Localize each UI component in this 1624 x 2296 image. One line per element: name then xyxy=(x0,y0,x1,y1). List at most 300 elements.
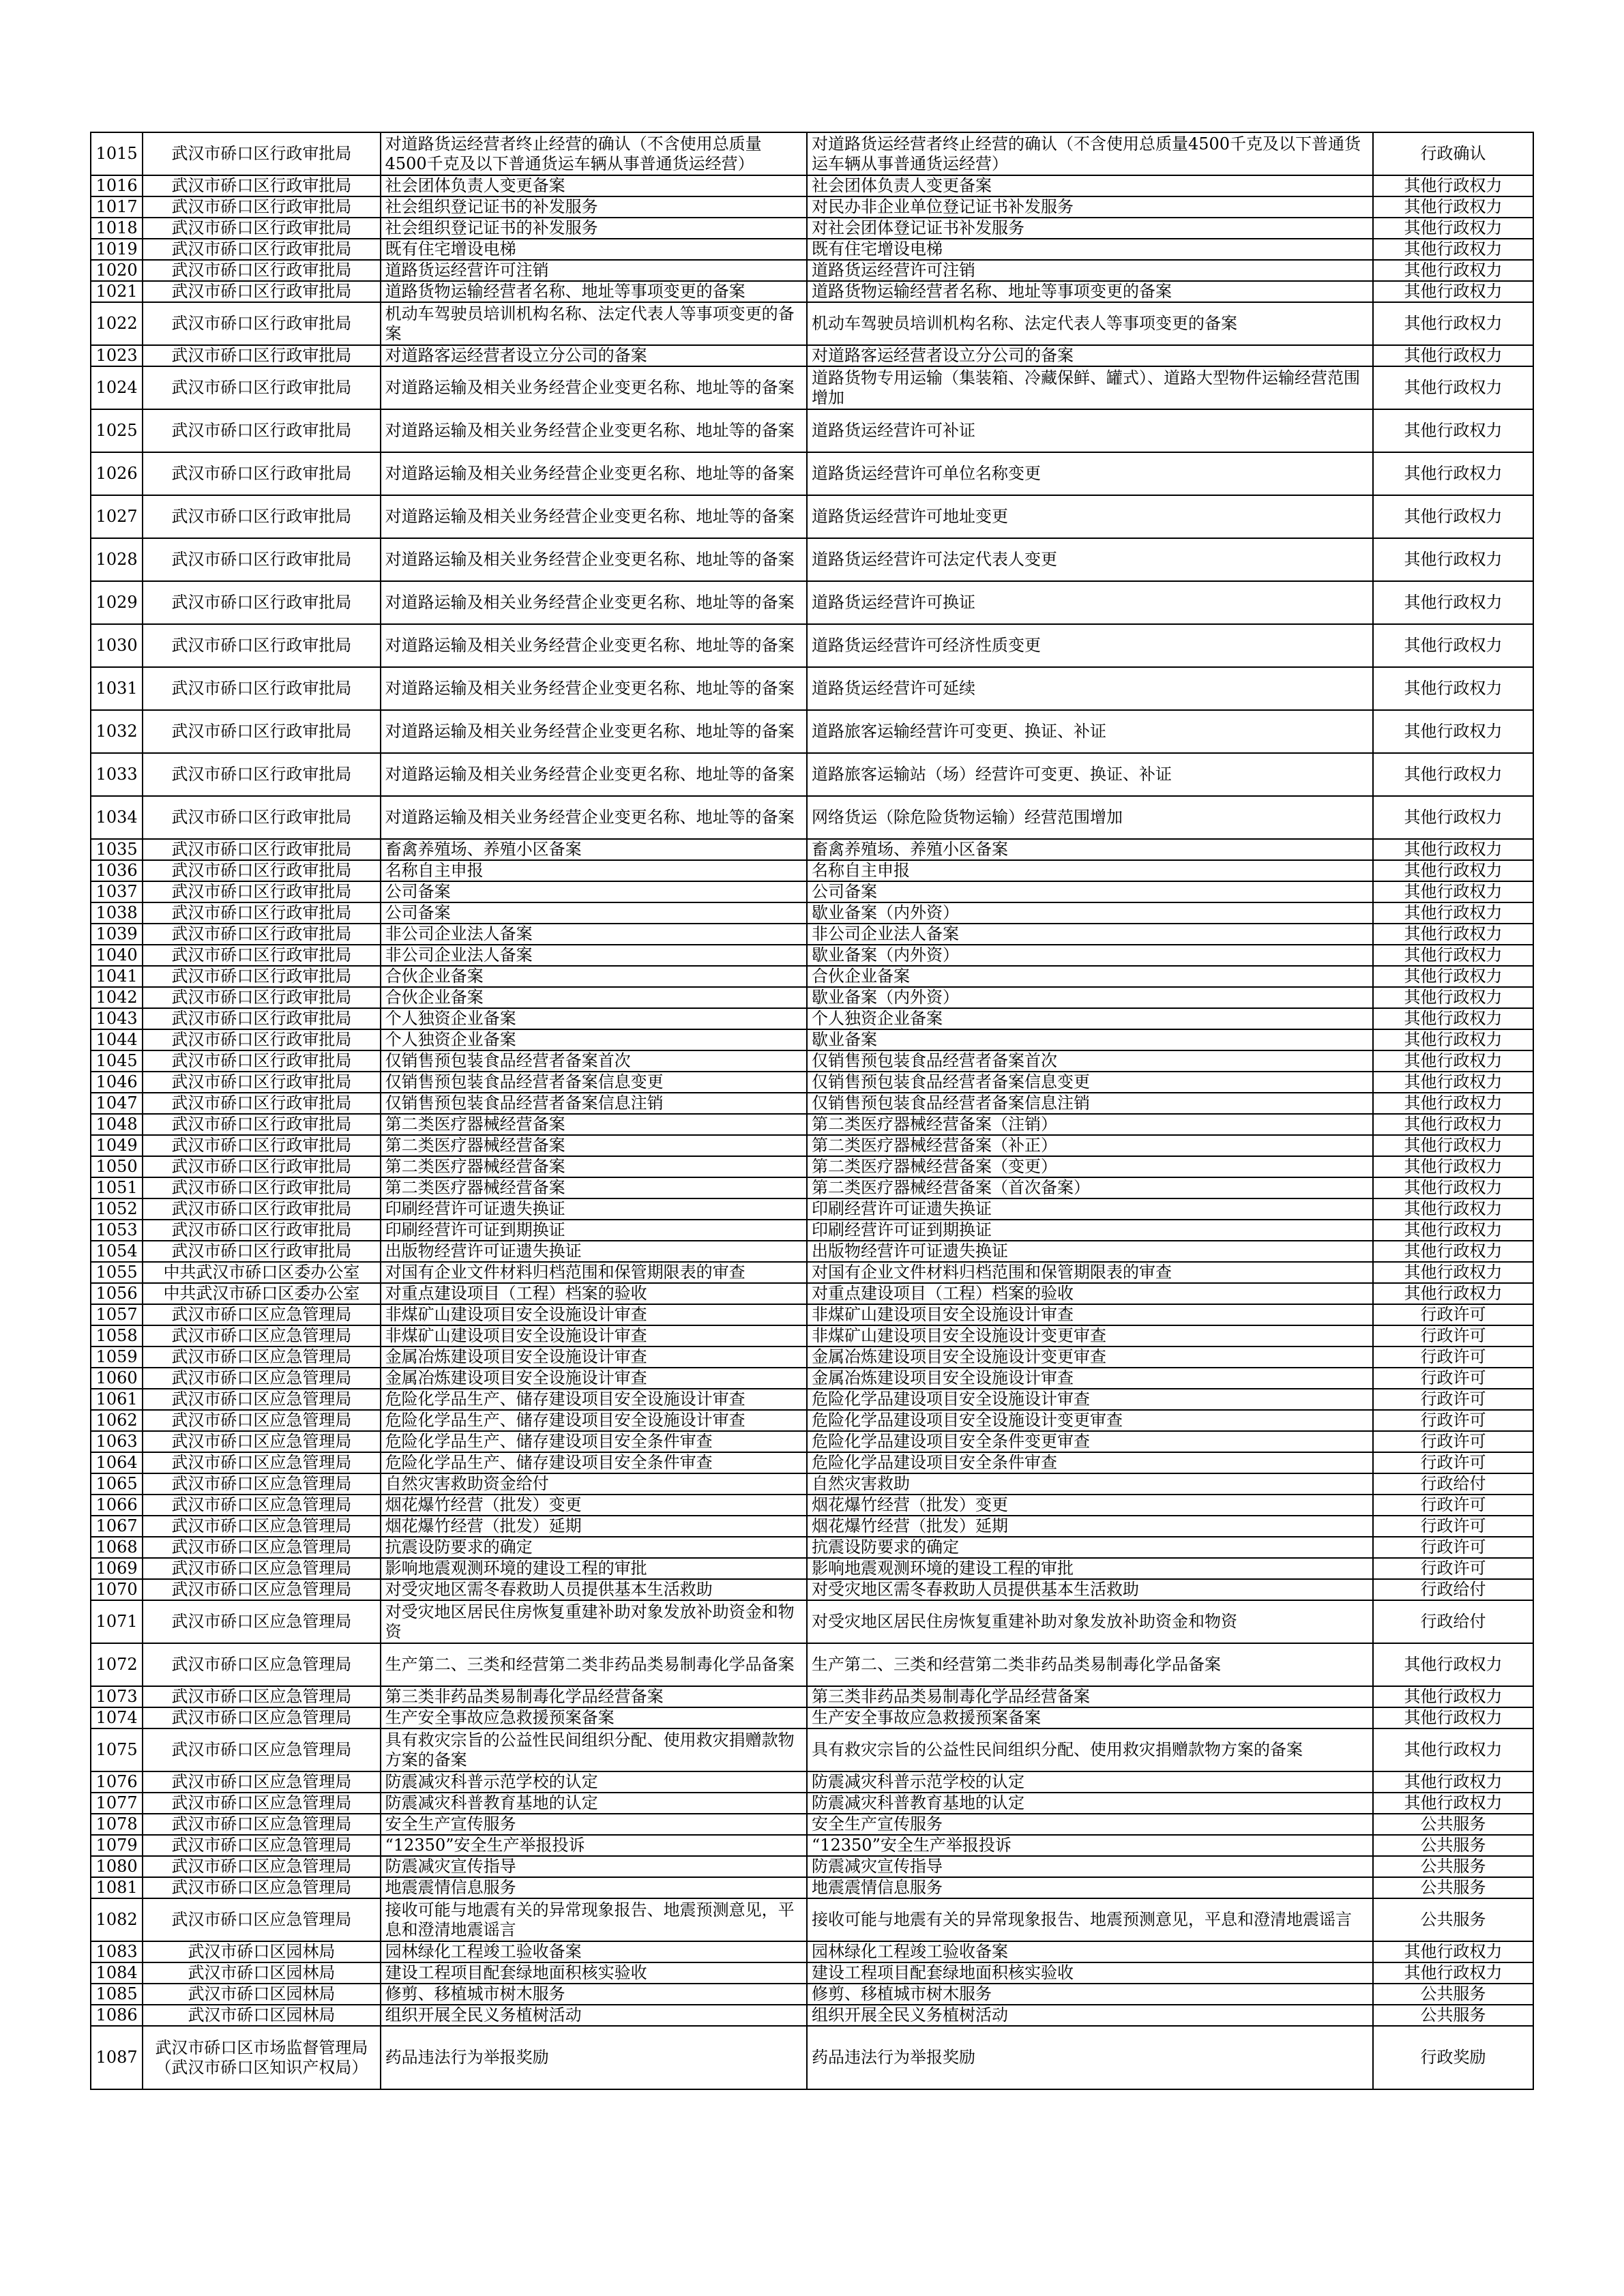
table-row xyxy=(91,260,1533,281)
sub-item-cell: 防震减灾科普示范学校的认定 xyxy=(807,1771,1373,1793)
sub-item-cell: 对受灾地区居民住房恢复重建补助对象发放补助资金和物资 xyxy=(807,1600,1373,1643)
department-cell: 武汉市硚口区应急管理局 xyxy=(143,1389,380,1410)
power-item-cell: 社会组织登记证书的补发服务 xyxy=(381,218,807,239)
power-item-cell: 自然灾害救助资金给付 xyxy=(381,1473,807,1495)
power-type-cell: 其他行政权力 xyxy=(1373,538,1533,581)
power-item-cell: 仅销售预包装食品经营者备案信息变更 xyxy=(381,1072,807,1093)
power-item-cell: 生产安全事故应急救援预案备案 xyxy=(381,1707,807,1728)
sub-item-cell: 第二类医疗器械经营备案（变更） xyxy=(807,1156,1373,1177)
power-item-cell: 影响地震观测环境的建设工程的审批 xyxy=(381,1558,807,1579)
department-cell: 武汉市硚口区行政审批局 xyxy=(143,924,380,945)
table-row xyxy=(91,1686,1533,1707)
power-type-cell: 行政许可 xyxy=(1373,1346,1533,1368)
power-item-cell: 个人独资企业备案 xyxy=(381,1029,807,1050)
power-type-cell: 其他行政权力 xyxy=(1373,196,1533,218)
power-type-cell: 其他行政权力 xyxy=(1373,218,1533,239)
sub-item-cell: 第二类医疗器械经营备案（补正） xyxy=(807,1135,1373,1156)
row-number: 1032 xyxy=(91,710,143,753)
power-type-cell: 其他行政权力 xyxy=(1373,1241,1533,1262)
sub-item-cell: 对道路货运经营者终止经营的确认（不含使用总质量4500千克及以下普通货运车辆从事普通货运经营） xyxy=(807,132,1373,175)
department-cell: 武汉市硚口区园林局 xyxy=(143,1941,380,1962)
table-row xyxy=(91,753,1533,796)
department-cell: 武汉市硚口区行政审批局 xyxy=(143,945,380,966)
sub-item-cell: 印刷经营许可证遗失换证 xyxy=(807,1198,1373,1220)
department-cell: 武汉市硚口区应急管理局 xyxy=(143,1793,380,1814)
sub-item-cell: 道路货物专用运输（集装箱、冷藏保鲜、罐式）、道路大型物件运输经营范围增加 xyxy=(807,366,1373,409)
power-item-cell: 危险化学品生产、储存建设项目安全条件审查 xyxy=(381,1431,807,1452)
row-number: 1069 xyxy=(91,1558,143,1579)
row-number: 1060 xyxy=(91,1368,143,1389)
sub-item-cell: 畜禽养殖场、养殖小区备案 xyxy=(807,839,1373,860)
row-number: 1076 xyxy=(91,1771,143,1793)
department-cell: 武汉市硚口区行政审批局 xyxy=(143,1093,380,1114)
department-cell: 武汉市硚口区行政审批局 xyxy=(143,1135,380,1156)
power-item-cell: 对道路运输及相关业务经营企业变更名称、地址等的备案 xyxy=(381,495,807,538)
table-row xyxy=(91,860,1533,881)
sub-item-cell: 道路货运经营许可换证 xyxy=(807,581,1373,624)
sub-item-cell: 危险化学品建设项目安全条件审查 xyxy=(807,1452,1373,1473)
department-cell: 武汉市硚口区行政审批局 xyxy=(143,345,380,366)
department-cell: 武汉市硚口区行政审批局 xyxy=(143,1114,380,1135)
table-row xyxy=(91,1793,1533,1814)
power-item-cell: 对受灾地区需冬春救助人员提供基本生活救助 xyxy=(381,1579,807,1600)
row-number: 1071 xyxy=(91,1600,143,1643)
table-row xyxy=(91,1389,1533,1410)
table-row xyxy=(91,1707,1533,1728)
department-cell: 武汉市硚口区行政审批局 xyxy=(143,409,380,452)
sub-item-cell: 道路货运经营许可补证 xyxy=(807,409,1373,452)
row-number: 1084 xyxy=(91,1962,143,1984)
table-row xyxy=(91,1600,1533,1643)
power-type-cell: 其他行政权力 xyxy=(1373,966,1533,987)
power-type-cell: 其他行政权力 xyxy=(1373,710,1533,753)
table-row xyxy=(91,1856,1533,1877)
table-row xyxy=(91,945,1533,966)
sub-item-cell: “12350”安全生产举报投诉 xyxy=(807,1835,1373,1856)
sub-item-cell: 道路货运经营许可地址变更 xyxy=(807,495,1373,538)
table-row xyxy=(91,452,1533,495)
power-item-cell: 仅销售预包装食品经营者备案信息注销 xyxy=(381,1093,807,1114)
row-number: 1050 xyxy=(91,1156,143,1177)
row-number: 1072 xyxy=(91,1643,143,1686)
department-cell: 武汉市硚口区行政审批局 xyxy=(143,624,380,667)
power-item-cell: 名称自主申报 xyxy=(381,860,807,881)
row-number: 1038 xyxy=(91,902,143,924)
power-item-cell: 防震减灾科普示范学校的认定 xyxy=(381,1771,807,1793)
department-cell: 武汉市硚口区行政审批局 xyxy=(143,1050,380,1072)
sub-item-cell: 社会团体负责人变更备案 xyxy=(807,175,1373,196)
table-row xyxy=(91,966,1533,987)
department-cell: 武汉市硚口区应急管理局 xyxy=(143,1771,380,1793)
power-type-cell: 行政许可 xyxy=(1373,1325,1533,1346)
power-item-cell: 非公司企业法人备案 xyxy=(381,924,807,945)
table-row xyxy=(91,1835,1533,1856)
row-number: 1047 xyxy=(91,1093,143,1114)
power-item-cell: 对道路货运经营者终止经营的确认（不含使用总质量4500千克及以下普通货运车辆从事普通货运经营） xyxy=(381,132,807,175)
department-cell: 武汉市硚口区应急管理局 xyxy=(143,1686,380,1707)
power-type-cell: 其他行政权力 xyxy=(1373,409,1533,452)
row-number: 1085 xyxy=(91,1984,143,2005)
row-number: 1022 xyxy=(91,302,143,345)
power-item-cell: 对道路运输及相关业务经营企业变更名称、地址等的备案 xyxy=(381,538,807,581)
power-type-cell: 其他行政权力 xyxy=(1373,796,1533,839)
department-cell: 武汉市硚口区行政审批局 xyxy=(143,218,380,239)
sub-item-cell: 影响地震观测环境的建设工程的审批 xyxy=(807,1558,1373,1579)
row-number: 1023 xyxy=(91,345,143,366)
department-cell: 武汉市硚口区应急管理局 xyxy=(143,1368,380,1389)
power-item-cell: 危险化学品生产、储存建设项目安全设施设计审查 xyxy=(381,1389,807,1410)
table-row xyxy=(91,839,1533,860)
power-type-cell: 其他行政权力 xyxy=(1373,302,1533,345)
power-type-cell: 其他行政权力 xyxy=(1373,1156,1533,1177)
row-number: 1058 xyxy=(91,1325,143,1346)
power-type-cell: 其他行政权力 xyxy=(1373,452,1533,495)
department-cell: 武汉市硚口区应急管理局 xyxy=(143,1410,380,1431)
row-number: 1070 xyxy=(91,1579,143,1600)
sub-item-cell: 机动车驾驶员培训机构名称、法定代表人等事项变更的备案 xyxy=(807,302,1373,345)
department-cell: 武汉市硚口区行政审批局 xyxy=(143,710,380,753)
sub-item-cell: 烟花爆竹经营（批发）变更 xyxy=(807,1495,1373,1516)
sub-item-cell: 生产第二、三类和经营第二类非药品类易制毒化学品备案 xyxy=(807,1643,1373,1686)
department-cell: 武汉市硚口区应急管理局 xyxy=(143,1452,380,1473)
department-cell: 武汉市硚口区行政审批局 xyxy=(143,839,380,860)
sub-item-cell: 名称自主申报 xyxy=(807,860,1373,881)
power-item-cell: 第三类非药品类易制毒化学品经营备案 xyxy=(381,1686,807,1707)
power-type-cell: 其他行政权力 xyxy=(1373,1072,1533,1093)
sub-item-cell: 合伙企业备案 xyxy=(807,966,1373,987)
power-type-cell: 其他行政权力 xyxy=(1373,860,1533,881)
power-type-cell: 其他行政权力 xyxy=(1373,1220,1533,1241)
power-type-cell: 公共服务 xyxy=(1373,1814,1533,1835)
sub-item-cell: 地震震情信息服务 xyxy=(807,1877,1373,1898)
power-item-cell: 对道路运输及相关业务经营企业变更名称、地址等的备案 xyxy=(381,667,807,710)
table-row xyxy=(91,1008,1533,1029)
power-type-cell: 行政许可 xyxy=(1373,1452,1533,1473)
department-cell: 武汉市硚口区应急管理局 xyxy=(143,1495,380,1516)
department-cell: 武汉市硚口区应急管理局 xyxy=(143,1898,380,1941)
table-row xyxy=(91,1728,1533,1771)
row-number: 1086 xyxy=(91,2005,143,2026)
row-number: 1019 xyxy=(91,239,143,260)
table-row xyxy=(91,1198,1533,1220)
table-row xyxy=(91,538,1533,581)
department-cell: 武汉市硚口区行政审批局 xyxy=(143,860,380,881)
table-row xyxy=(91,281,1533,302)
power-type-cell: 其他行政权力 xyxy=(1373,175,1533,196)
sub-item-cell: 道路货运经营许可延续 xyxy=(807,667,1373,710)
power-type-cell: 其他行政权力 xyxy=(1373,1198,1533,1220)
sub-item-cell: 仅销售预包装食品经营者备案信息注销 xyxy=(807,1093,1373,1114)
table-row xyxy=(91,1220,1533,1241)
power-type-cell: 其他行政权力 xyxy=(1373,1093,1533,1114)
table-row xyxy=(91,902,1533,924)
power-type-cell: 行政许可 xyxy=(1373,1389,1533,1410)
table-body xyxy=(91,132,1533,2089)
department-cell: 武汉市硚口区应急管理局 xyxy=(143,1346,380,1368)
sub-item-cell: 第三类非药品类易制毒化学品经营备案 xyxy=(807,1686,1373,1707)
power-type-cell: 行政许可 xyxy=(1373,1558,1533,1579)
department-cell: 武汉市硚口区应急管理局 xyxy=(143,1728,380,1771)
department-cell: 武汉市硚口区应急管理局 xyxy=(143,1537,380,1558)
row-number: 1042 xyxy=(91,987,143,1008)
row-number: 1082 xyxy=(91,1898,143,1941)
power-item-cell: 印刷经营许可证遗失换证 xyxy=(381,1198,807,1220)
power-type-cell: 其他行政权力 xyxy=(1373,1283,1533,1304)
department-cell: 武汉市硚口区应急管理局 xyxy=(143,1856,380,1877)
row-number: 1083 xyxy=(91,1941,143,1962)
power-type-cell: 其他行政权力 xyxy=(1373,1793,1533,1814)
table-row xyxy=(91,796,1533,839)
department-cell: 武汉市硚口区行政审批局 xyxy=(143,366,380,409)
power-type-cell: 其他行政权力 xyxy=(1373,1050,1533,1072)
sub-item-cell: 金属冶炼建设项目安全设施设计审查 xyxy=(807,1368,1373,1389)
row-number: 1052 xyxy=(91,1198,143,1220)
power-type-cell: 行政许可 xyxy=(1373,1516,1533,1537)
row-number: 1046 xyxy=(91,1072,143,1093)
power-item-cell: 对重点建设项目（工程）档案的验收 xyxy=(381,1283,807,1304)
power-item-cell: 安全生产宣传服务 xyxy=(381,1814,807,1835)
table-row xyxy=(91,1410,1533,1431)
row-number: 1048 xyxy=(91,1114,143,1135)
row-number: 1025 xyxy=(91,409,143,452)
power-item-cell: 道路货物运输经营者名称、地址等事项变更的备案 xyxy=(381,281,807,302)
power-item-cell: 第二类医疗器械经营备案 xyxy=(381,1156,807,1177)
power-item-cell: 机动车驾驶员培训机构名称、法定代表人等事项变更的备案 xyxy=(381,302,807,345)
department-cell: 武汉市硚口区行政审批局 xyxy=(143,1072,380,1093)
row-number: 1040 xyxy=(91,945,143,966)
power-type-cell: 其他行政权力 xyxy=(1373,987,1533,1008)
row-number: 1078 xyxy=(91,1814,143,1835)
table-row xyxy=(91,1516,1533,1537)
power-type-cell: 其他行政权力 xyxy=(1373,1643,1533,1686)
department-cell: 武汉市硚口区行政审批局 xyxy=(143,260,380,281)
table-row xyxy=(91,1093,1533,1114)
power-item-cell: 园林绿化工程竣工验收备案 xyxy=(381,1941,807,1962)
row-number: 1063 xyxy=(91,1431,143,1452)
row-number: 1024 xyxy=(91,366,143,409)
department-cell: 武汉市硚口区行政审批局 xyxy=(143,1198,380,1220)
power-list-table xyxy=(90,132,1534,2090)
power-item-cell: 第二类医疗器械经营备案 xyxy=(381,1114,807,1135)
sub-item-cell: 歇业备案（内外资） xyxy=(807,902,1373,924)
department-cell: 武汉市硚口区行政审批局 xyxy=(143,281,380,302)
power-item-cell: 道路货运经营许可注销 xyxy=(381,260,807,281)
power-item-cell: 公司备案 xyxy=(381,881,807,902)
row-number: 1064 xyxy=(91,1452,143,1473)
sub-item-cell: 园林绿化工程竣工验收备案 xyxy=(807,1941,1373,1962)
department-cell: 武汉市硚口区行政审批局 xyxy=(143,902,380,924)
power-item-cell: 金属冶炼建设项目安全设施设计审查 xyxy=(381,1368,807,1389)
table-row xyxy=(91,1962,1533,1984)
department-cell: 武汉市硚口区行政审批局 xyxy=(143,538,380,581)
power-item-cell: 第二类医疗器械经营备案 xyxy=(381,1135,807,1156)
table-row xyxy=(91,1114,1533,1135)
row-number: 1077 xyxy=(91,1793,143,1814)
table-row xyxy=(91,2005,1533,2026)
sub-item-cell: 仅销售预包装食品经营者备案信息变更 xyxy=(807,1072,1373,1093)
power-item-cell: 畜禽养殖场、养殖小区备案 xyxy=(381,839,807,860)
department-cell: 武汉市硚口区应急管理局 xyxy=(143,1579,380,1600)
row-number: 1020 xyxy=(91,260,143,281)
sub-item-cell: 接收可能与地震有关的异常现象报告、地震预测意见，平息和澄清地震谣言 xyxy=(807,1898,1373,1941)
row-number: 1057 xyxy=(91,1304,143,1325)
power-type-cell: 公共服务 xyxy=(1373,2005,1533,2026)
table-row xyxy=(91,1241,1533,1262)
department-cell: 中共武汉市硚口区委办公室 xyxy=(143,1283,380,1304)
table-row xyxy=(91,1431,1533,1452)
power-item-cell: 危险化学品生产、储存建设项目安全条件审查 xyxy=(381,1452,807,1473)
power-type-cell: 其他行政权力 xyxy=(1373,902,1533,924)
row-number: 1055 xyxy=(91,1262,143,1283)
table-row xyxy=(91,345,1533,366)
department-cell: 武汉市硚口区园林局 xyxy=(143,1984,380,2005)
power-item-cell: 印刷经营许可证到期换证 xyxy=(381,1220,807,1241)
table-row xyxy=(91,132,1533,175)
department-cell: 武汉市硚口区行政审批局 xyxy=(143,581,380,624)
power-type-cell: 行政许可 xyxy=(1373,1537,1533,1558)
power-type-cell: 其他行政权力 xyxy=(1373,624,1533,667)
sub-item-cell: 歇业备案 xyxy=(807,1029,1373,1050)
department-cell: 武汉市硚口区行政审批局 xyxy=(143,1156,380,1177)
department-cell: 武汉市硚口区行政审批局 xyxy=(143,175,380,196)
power-item-cell: 修剪、移植城市树木服务 xyxy=(381,1984,807,2005)
sub-item-cell: 仅销售预包装食品经营者备案首次 xyxy=(807,1050,1373,1072)
table-row xyxy=(91,1495,1533,1516)
table-row xyxy=(91,987,1533,1008)
power-type-cell: 行政给付 xyxy=(1373,1600,1533,1643)
table-row xyxy=(91,1452,1533,1473)
table-row xyxy=(91,302,1533,345)
row-number: 1087 xyxy=(91,2026,143,2089)
power-item-cell: 药品违法行为举报奖励 xyxy=(381,2026,807,2089)
power-type-cell: 公共服务 xyxy=(1373,1898,1533,1941)
power-item-cell: 防震减灾科普教育基地的认定 xyxy=(381,1793,807,1814)
power-type-cell: 公共服务 xyxy=(1373,1856,1533,1877)
department-cell: 武汉市硚口区行政审批局 xyxy=(143,1241,380,1262)
power-item-cell: 地震震情信息服务 xyxy=(381,1877,807,1898)
department-cell: 武汉市硚口区行政审批局 xyxy=(143,966,380,987)
table-row xyxy=(91,924,1533,945)
table-row xyxy=(91,1814,1533,1835)
table-row xyxy=(91,1941,1533,1962)
sub-item-cell: 危险化学品建设项目安全设施设计审查 xyxy=(807,1389,1373,1410)
row-number: 1026 xyxy=(91,452,143,495)
power-type-cell: 公共服务 xyxy=(1373,1984,1533,2005)
power-item-cell: 对道路运输及相关业务经营企业变更名称、地址等的备案 xyxy=(381,753,807,796)
power-type-cell: 其他行政权力 xyxy=(1373,1686,1533,1707)
power-type-cell: 其他行政权力 xyxy=(1373,945,1533,966)
table-row xyxy=(91,1135,1533,1156)
row-number: 1035 xyxy=(91,839,143,860)
sub-item-cell: 第二类医疗器械经营备案（注销） xyxy=(807,1114,1373,1135)
department-cell: 武汉市硚口区行政审批局 xyxy=(143,302,380,345)
power-item-cell: 对道路运输及相关业务经营企业变更名称、地址等的备案 xyxy=(381,624,807,667)
power-item-cell: 个人独资企业备案 xyxy=(381,1008,807,1029)
department-cell: 武汉市硚口区应急管理局 xyxy=(143,1473,380,1495)
table-row xyxy=(91,196,1533,218)
power-type-cell: 行政许可 xyxy=(1373,1495,1533,1516)
table-row xyxy=(91,1537,1533,1558)
power-type-cell: 其他行政权力 xyxy=(1373,1771,1533,1793)
department-cell: 武汉市硚口区行政审批局 xyxy=(143,667,380,710)
sub-item-cell: 危险化学品建设项目安全设施设计变更审查 xyxy=(807,1410,1373,1431)
power-item-cell: 第二类医疗器械经营备案 xyxy=(381,1177,807,1198)
row-number: 1029 xyxy=(91,581,143,624)
sub-item-cell: 安全生产宣传服务 xyxy=(807,1814,1373,1835)
department-cell: 武汉市硚口区应急管理局 xyxy=(143,1835,380,1856)
power-type-cell: 行政确认 xyxy=(1373,132,1533,175)
sub-item-cell: 非煤矿山建设项目安全设施设计审查 xyxy=(807,1304,1373,1325)
department-cell: 武汉市硚口区行政审批局 xyxy=(143,196,380,218)
row-number: 1081 xyxy=(91,1877,143,1898)
row-number: 1080 xyxy=(91,1856,143,1877)
power-type-cell: 其他行政权力 xyxy=(1373,366,1533,409)
sub-item-cell: 印刷经营许可证到期换证 xyxy=(807,1220,1373,1241)
power-item-cell: 抗震设防要求的确定 xyxy=(381,1537,807,1558)
table-row xyxy=(91,1346,1533,1368)
table-row xyxy=(91,1473,1533,1495)
power-item-cell: 具有救灾宗旨的公益性民间组织分配、使用救灾捐赠款物方案的备案 xyxy=(381,1728,807,1771)
power-item-cell: 对道路客运经营者设立分公司的备案 xyxy=(381,345,807,366)
power-type-cell: 行政许可 xyxy=(1373,1368,1533,1389)
power-type-cell: 其他行政权力 xyxy=(1373,1262,1533,1283)
table-row xyxy=(91,1029,1533,1050)
sub-item-cell: 个人独资企业备案 xyxy=(807,1008,1373,1029)
sub-item-cell: 道路货运经营许可经济性质变更 xyxy=(807,624,1373,667)
power-item-cell: 对道路运输及相关业务经营企业变更名称、地址等的备案 xyxy=(381,581,807,624)
sub-item-cell: 建设工程项目配套绿地面积核实验收 xyxy=(807,1962,1373,1984)
power-type-cell: 行政给付 xyxy=(1373,1473,1533,1495)
power-item-cell: 非公司企业法人备案 xyxy=(381,945,807,966)
power-type-cell: 其他行政权力 xyxy=(1373,881,1533,902)
row-number: 1073 xyxy=(91,1686,143,1707)
power-item-cell: 非煤矿山建设项目安全设施设计审查 xyxy=(381,1304,807,1325)
power-type-cell: 其他行政权力 xyxy=(1373,1707,1533,1728)
table-row xyxy=(91,710,1533,753)
row-number: 1021 xyxy=(91,281,143,302)
row-number: 1018 xyxy=(91,218,143,239)
power-type-cell: 行政许可 xyxy=(1373,1304,1533,1325)
row-number: 1036 xyxy=(91,860,143,881)
power-item-cell: 危险化学品生产、储存建设项目安全设施设计审查 xyxy=(381,1410,807,1431)
row-number: 1041 xyxy=(91,966,143,987)
power-item-cell: 非煤矿山建设项目安全设施设计审查 xyxy=(381,1325,807,1346)
sub-item-cell: 对受灾地区需冬春救助人员提供基本生活救助 xyxy=(807,1579,1373,1600)
department-cell: 武汉市硚口区应急管理局 xyxy=(143,1600,380,1643)
row-number: 1033 xyxy=(91,753,143,796)
table-row xyxy=(91,1177,1533,1198)
sub-item-cell: 出版物经营许可证遗失换证 xyxy=(807,1241,1373,1262)
department-cell: 武汉市硚口区市场监督管理局（武汉市硚口区知识产权局） xyxy=(143,2026,380,2089)
table-row xyxy=(91,1325,1533,1346)
sub-item-cell: 道路货运经营许可注销 xyxy=(807,260,1373,281)
table-row xyxy=(91,1304,1533,1325)
sub-item-cell: 道路旅客运输经营许可变更、换证、补证 xyxy=(807,710,1373,753)
row-number: 1045 xyxy=(91,1050,143,1072)
department-cell: 武汉市硚口区应急管理局 xyxy=(143,1304,380,1325)
department-cell: 武汉市硚口区行政审批局 xyxy=(143,1220,380,1241)
power-item-cell: 对道路运输及相关业务经营企业变更名称、地址等的备案 xyxy=(381,409,807,452)
table-row xyxy=(91,1283,1533,1304)
power-type-cell: 行政许可 xyxy=(1373,1410,1533,1431)
power-item-cell: 烟花爆竹经营（批发）变更 xyxy=(381,1495,807,1516)
sub-item-cell: 对国有企业文件材料归档范围和保管期限表的审查 xyxy=(807,1262,1373,1283)
sub-item-cell: 对道路客运经营者设立分公司的备案 xyxy=(807,345,1373,366)
row-number: 1059 xyxy=(91,1346,143,1368)
power-item-cell: 对道路运输及相关业务经营企业变更名称、地址等的备案 xyxy=(381,710,807,753)
sub-item-cell: 药品违法行为举报奖励 xyxy=(807,2026,1373,2089)
power-item-cell: 金属冶炼建设项目安全设施设计审查 xyxy=(381,1346,807,1368)
